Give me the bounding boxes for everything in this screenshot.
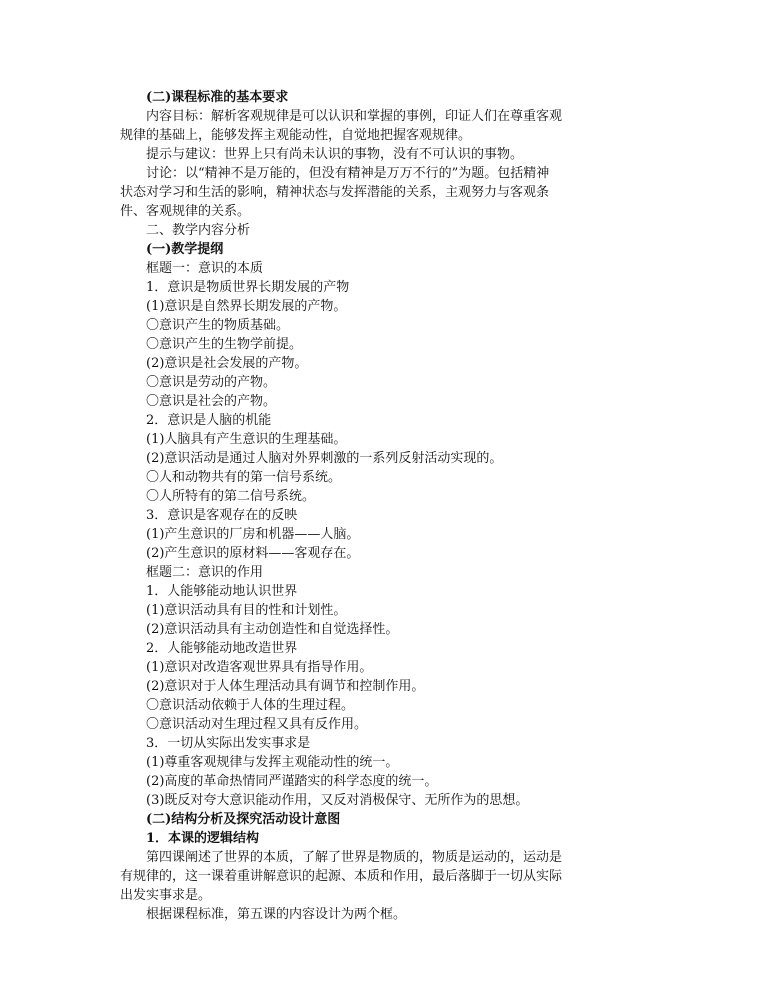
list-item: 3．一切从实际出发实事求是 [146,736,311,751]
section-heading: (一)教学提纲 [146,242,224,257]
list-item: (1)意识是自然界长期发展的产物。 [146,299,347,314]
list-item: (2)意识活动是通过人脑对外界刺激的一系列反射活动实现的。 [146,451,503,466]
list-item: (2)意识对于人体生理活动具有调节和控制作用。 [146,679,425,694]
list-item: (1)意识对改造客观世界具有指导作用。 [146,660,373,675]
list-item: (2)意识是社会发展的产物。 [146,356,308,371]
list-item: 框题一：意识的本质 [146,261,264,276]
paragraph-line: 件、客观规律的关系。 [120,204,251,219]
paragraph-line: 提示与建议：世界上只有尚未认识的事物，没有不可认识的事物。 [146,147,524,162]
paragraph-line: 出发实事求是。 [120,888,212,903]
list-item: (3)既反对夸大意识能动作用，又反对消极保守、无所作为的思想。 [146,793,529,808]
list-item: 2．人能够能动地改造世界 [146,641,298,656]
list-item: (1)意识活动具有目的性和计划性。 [146,603,347,618]
section-heading: (二)课程标准的基本要求 [146,90,289,105]
paragraph-line: 第四课阐述了世界的本质，了解了世界是物质的，物质是运动的，运动是 [146,850,563,865]
list-item: (2)产生意识的原材料——客观存在。 [146,546,360,561]
list-item: 框题二：意识的作用 [146,565,264,580]
section-heading: 二、教学内容分析 [146,223,251,238]
list-item: 1．人能够能动地认识世界 [146,584,298,599]
paragraph-line: 规律的基础上，能够发挥主观能动性，自觉地把握客观规律。 [120,128,472,143]
paragraph-line: 有规律的，这一课着重讲解意识的起源、本质和作用，最后落脚于一切从实际 [120,869,563,884]
list-item: 〇意识是劳动的产物。 [146,375,277,390]
list-item: (1)尊重客观规律与发挥主观能动性的统一。 [146,755,399,770]
paragraph-line: 状态对学习和生活的影响，精神状态与发挥潜能的关系，主观努力与客观条 [120,185,550,200]
list-item: 〇人所特有的第二信号系统。 [146,489,316,504]
list-item: (1)人脑具有产生意识的生理基础。 [146,432,347,447]
list-item: (1)产生意识的厂房和机器——人脑。 [146,527,360,542]
list-item: (2)意识活动具有主动创造性和自觉选择性。 [146,622,399,637]
list-item: 1．意识是物质世界长期发展的产物 [146,280,350,295]
list-item: (2)高度的革命热情同严谨踏实的科学态度的统一。 [146,774,438,789]
list-item: 〇人和动物共有的第一信号系统。 [146,470,342,485]
list-item: 〇意识活动依赖于人体的生理过程。 [146,698,355,713]
section-heading: 1．本课的逻辑结构 [146,831,260,846]
list-item: 3．意识是客观存在的反映 [146,508,298,523]
paragraph-line: 讨论：以“精神不是万能的，但没有精神是万万不行的”为题。包括精神 [146,166,550,181]
section-heading: (二)结构分析及探究活动设计意图 [146,812,341,827]
list-item: 〇意识是社会的产物。 [146,394,277,409]
paragraph-line: 内容目标：解析客观规律是可以认识和掌握的事例，印证人们在尊重客观 [146,109,563,124]
list-item: 2．意识是人脑的机能 [146,413,272,428]
list-item: 〇意识活动对生理过程又具有反作用。 [146,717,368,732]
list-item: 〇意识产生的物质基础。 [146,318,290,333]
paragraph-line: 根据课程标准，第五课的内容设计为两个框。 [146,907,407,922]
list-item: 〇意识产生的生物学前提。 [146,337,303,352]
